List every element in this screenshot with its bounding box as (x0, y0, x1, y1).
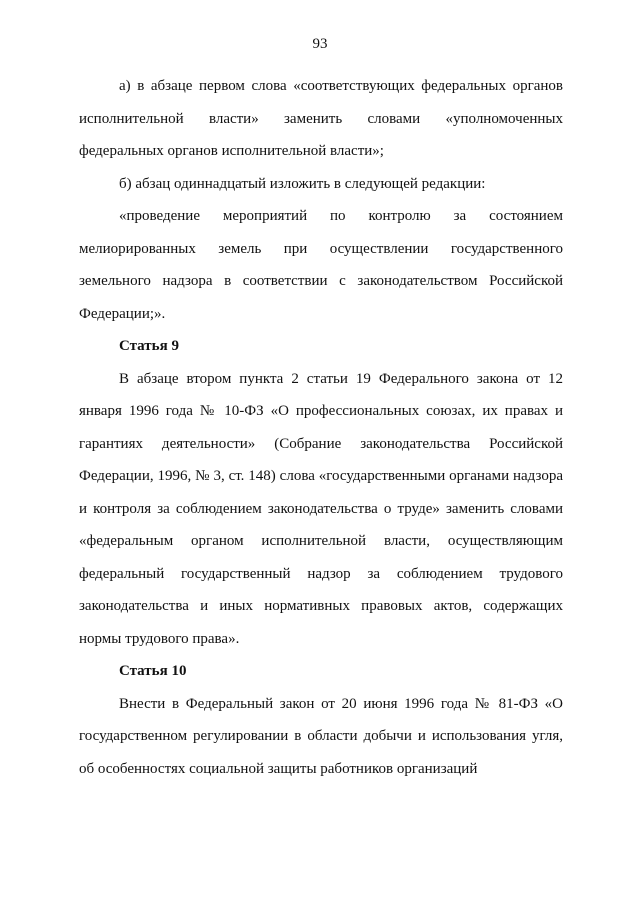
article-9-paragraph: В абзаце втором пункта 2 статьи 19 Федерального закона от 12 января 1996 года № 10-ФЗ «О профессиональных союзах, их правах и гарантиях деятельности» (Собрание законодательства Российской Федерации, 1996, № 3, ст. 148) слова «государственными органами надзора и контроля за соблюдением законодательства о труде» заменить словами «федеральным органом исполнительной власти, осуществляющим федеральный государственный надзор за соблюдением трудового законодательства и иных нормативных правовых актов, содержащих нормы трудового права». (79, 370, 563, 647)
article-10-heading: Статья 10 (119, 663, 187, 679)
article-10-paragraph: Внести в Федеральный закон от 20 июня 1996 года № 81-ФЗ «О государственном регулировании в области добычи и использования угля, об особенностях социальной защиты работников организаций (79, 695, 563, 777)
paragraph-a: а) в абзаце первом слова «соответствующих федеральных органов исполнительной власти» заменить словами «уполномоченных федеральных органов исполнительной власти»; (79, 78, 563, 159)
document-body (79, 70, 563, 785)
paragraph-quoted-amendment: «проведение мероприятий по контролю за состоянием мелиорированных земель при осуществлении государственного земельного надзора в соответствии с законодательством Российской Федерации;». (79, 208, 563, 322)
paragraph-b: б) абзац одиннадцатый изложить в следующей редакции: (119, 175, 486, 192)
article-9-heading: Статья 9 (119, 338, 179, 354)
page-number: 93 (312, 36, 328, 52)
